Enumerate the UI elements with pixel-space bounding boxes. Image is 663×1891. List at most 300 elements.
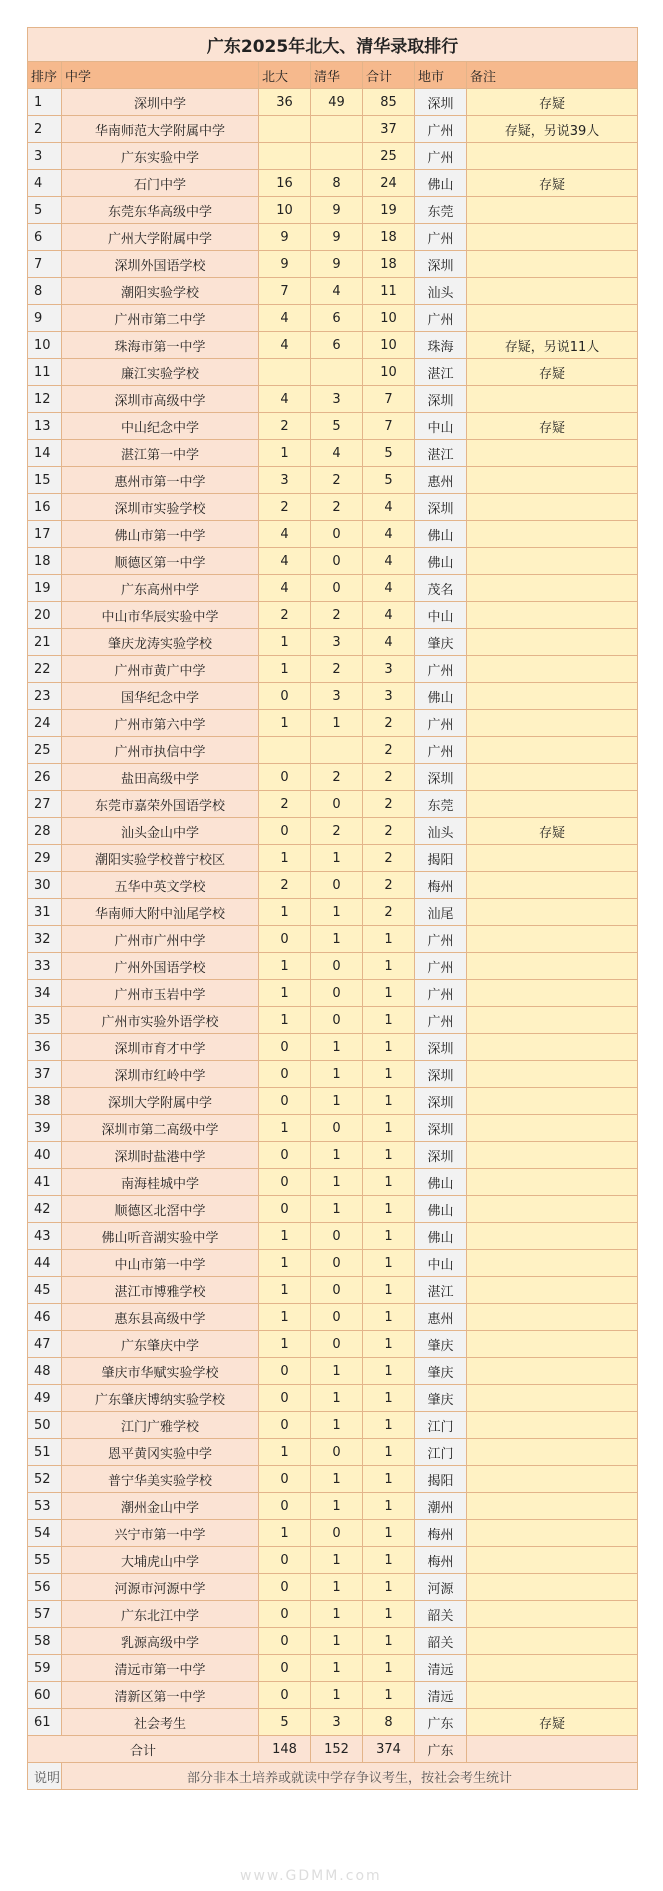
pku-cell: 0 <box>259 1601 311 1628</box>
table-row <box>28 1115 638 1142</box>
header-total: 合计 <box>363 62 415 89</box>
thu-cell: 1 <box>311 1034 363 1061</box>
thu-cell: 3 <box>311 629 363 656</box>
note-cell <box>467 440 638 467</box>
thu-cell: 1 <box>311 926 363 953</box>
total-cell: 8 <box>363 1709 415 1736</box>
thu-cell: 0 <box>311 1007 363 1034</box>
city-cell: 珠海 <box>415 332 467 359</box>
thu-cell: 1 <box>311 1601 363 1628</box>
total-cell: 1 <box>363 1115 415 1142</box>
total-cell: 11 <box>363 278 415 305</box>
note-cell <box>467 1358 638 1385</box>
note-cell <box>467 953 638 980</box>
pku-cell: 1 <box>259 710 311 737</box>
city-cell: 潮州 <box>415 1493 467 1520</box>
table-row <box>28 1196 638 1223</box>
thu-cell: 1 <box>311 1547 363 1574</box>
rank-cell: 33 <box>28 953 62 980</box>
total-cell: 1 <box>363 1412 415 1439</box>
school-cell: 华南师范大学附属中学 <box>62 116 259 143</box>
pku-cell: 1 <box>259 1304 311 1331</box>
table-row <box>28 1601 638 1628</box>
city-cell: 广州 <box>415 224 467 251</box>
school-cell: 兴宁市第一中学 <box>62 1520 259 1547</box>
school-cell: 东莞东华高级中学 <box>62 197 259 224</box>
total-cell: 1 <box>363 1358 415 1385</box>
city-cell: 深圳 <box>415 1142 467 1169</box>
school-cell: 东莞市嘉荣外国语学校 <box>62 791 259 818</box>
note-cell <box>467 683 638 710</box>
table-row <box>28 1466 638 1493</box>
total-cell: 1 <box>363 953 415 980</box>
table-row <box>28 1331 638 1358</box>
note-cell <box>467 1466 638 1493</box>
thu-cell: 2 <box>311 764 363 791</box>
pku-cell: 9 <box>259 251 311 278</box>
note-cell <box>467 1439 638 1466</box>
table-row <box>28 1655 638 1682</box>
school-cell: 广东北江中学 <box>62 1601 259 1628</box>
pku-cell: 0 <box>259 1574 311 1601</box>
school-cell: 广州外国语学校 <box>62 953 259 980</box>
thu-cell: 1 <box>311 1655 363 1682</box>
city-cell: 揭阳 <box>415 845 467 872</box>
rank-cell: 61 <box>28 1709 62 1736</box>
rank-cell: 49 <box>28 1385 62 1412</box>
note-cell <box>467 1169 638 1196</box>
school-cell: 社会考生 <box>62 1709 259 1736</box>
rank-cell: 55 <box>28 1547 62 1574</box>
table-row <box>28 1169 638 1196</box>
note-cell <box>467 1682 638 1709</box>
pku-cell: 0 <box>259 926 311 953</box>
thu-cell: 0 <box>311 872 363 899</box>
rank-cell: 27 <box>28 791 62 818</box>
header-rank: 排序 <box>28 62 62 89</box>
note-cell <box>467 1196 638 1223</box>
header-pku: 北大 <box>259 62 311 89</box>
city-cell: 韶关 <box>415 1628 467 1655</box>
thu-cell: 1 <box>311 1061 363 1088</box>
header-school: 中学 <box>62 62 259 89</box>
thu-cell: 0 <box>311 1331 363 1358</box>
school-cell: 广州市第二中学 <box>62 305 259 332</box>
thu-cell: 0 <box>311 1304 363 1331</box>
totals-label: 合计 <box>28 1736 259 1763</box>
table-row <box>28 521 638 548</box>
thu-cell: 3 <box>311 386 363 413</box>
rank-cell: 13 <box>28 413 62 440</box>
table-row <box>28 764 638 791</box>
note-cell <box>467 1115 638 1142</box>
table-row <box>28 1709 638 1736</box>
city-cell: 肇庆 <box>415 629 467 656</box>
thu-cell: 49 <box>311 89 363 116</box>
thu-cell: 1 <box>311 1574 363 1601</box>
rank-cell: 45 <box>28 1277 62 1304</box>
school-cell: 深圳市第二高级中学 <box>62 1115 259 1142</box>
thu-cell: 1 <box>311 1682 363 1709</box>
school-cell: 广州市实验外语学校 <box>62 1007 259 1034</box>
thu-cell: 9 <box>311 224 363 251</box>
total-cell: 1 <box>363 1331 415 1358</box>
rank-cell: 14 <box>28 440 62 467</box>
note-cell <box>467 602 638 629</box>
pku-cell: 9 <box>259 224 311 251</box>
school-cell: 肇庆龙涛实验学校 <box>62 629 259 656</box>
rank-cell: 2 <box>28 116 62 143</box>
school-cell: 广东高州中学 <box>62 575 259 602</box>
note-cell <box>467 737 638 764</box>
total-cell: 4 <box>363 575 415 602</box>
city-cell: 佛山 <box>415 1196 467 1223</box>
city-cell: 广州 <box>415 143 467 170</box>
note-cell <box>467 1412 638 1439</box>
pku-cell: 1 <box>259 1331 311 1358</box>
rank-cell: 25 <box>28 737 62 764</box>
thu-cell: 1 <box>311 1088 363 1115</box>
total-cell: 2 <box>363 899 415 926</box>
thu-cell: 2 <box>311 602 363 629</box>
city-cell: 梅州 <box>415 872 467 899</box>
city-cell: 深圳 <box>415 1088 467 1115</box>
table-row <box>28 548 638 575</box>
total-cell: 25 <box>363 143 415 170</box>
school-cell: 惠州市第一中学 <box>62 467 259 494</box>
total-cell: 2 <box>363 764 415 791</box>
note-cell <box>467 1007 638 1034</box>
total-cell: 4 <box>363 494 415 521</box>
city-cell: 汕头 <box>415 278 467 305</box>
note-cell <box>467 1304 638 1331</box>
note-cell <box>467 1385 638 1412</box>
note-cell <box>467 1061 638 1088</box>
rank-cell: 35 <box>28 1007 62 1034</box>
total-cell: 1 <box>363 1304 415 1331</box>
pku-cell: 0 <box>259 1034 311 1061</box>
pku-cell: 1 <box>259 1250 311 1277</box>
rank-cell: 24 <box>28 710 62 737</box>
school-cell: 广州市玉岩中学 <box>62 980 259 1007</box>
rank-cell: 58 <box>28 1628 62 1655</box>
note-cell: 存疑 <box>467 1709 638 1736</box>
note-cell <box>467 278 638 305</box>
table-row <box>28 656 638 683</box>
pku-cell <box>259 737 311 764</box>
school-cell: 佛山市第一中学 <box>62 521 259 548</box>
total-cell: 4 <box>363 521 415 548</box>
school-cell: 中山市第一中学 <box>62 1250 259 1277</box>
rank-cell: 34 <box>28 980 62 1007</box>
rank-cell: 1 <box>28 89 62 116</box>
rank-cell: 40 <box>28 1142 62 1169</box>
table-row <box>28 899 638 926</box>
title-row <box>28 28 638 62</box>
table-row <box>28 1088 638 1115</box>
rank-cell: 4 <box>28 170 62 197</box>
pku-cell: 1 <box>259 656 311 683</box>
thu-cell: 1 <box>311 1385 363 1412</box>
note-cell <box>467 1601 638 1628</box>
rank-cell: 21 <box>28 629 62 656</box>
rank-cell: 12 <box>28 386 62 413</box>
school-cell: 深圳市红岭中学 <box>62 1061 259 1088</box>
table-row <box>28 332 638 359</box>
header-note: 备注 <box>467 62 638 89</box>
totals-city: 广东 <box>415 1736 467 1763</box>
school-cell: 佛山听音湖实验中学 <box>62 1223 259 1250</box>
page-title: 广东2025年北大、清华录取排行 <box>28 28 638 62</box>
note-cell <box>467 467 638 494</box>
table-row <box>28 872 638 899</box>
school-cell: 深圳时盐港中学 <box>62 1142 259 1169</box>
rank-cell: 6 <box>28 224 62 251</box>
school-cell: 湛江市博雅学校 <box>62 1277 259 1304</box>
pku-cell: 0 <box>259 1358 311 1385</box>
table-row <box>28 89 638 116</box>
total-cell: 1 <box>363 1169 415 1196</box>
pku-cell: 1 <box>259 1439 311 1466</box>
totals-note <box>467 1736 638 1763</box>
pku-cell: 7 <box>259 278 311 305</box>
total-cell: 1 <box>363 1223 415 1250</box>
city-cell: 梅州 <box>415 1547 467 1574</box>
thu-cell: 3 <box>311 683 363 710</box>
note-cell <box>467 1655 638 1682</box>
school-cell: 深圳外国语学校 <box>62 251 259 278</box>
school-cell: 恩平黄冈实验中学 <box>62 1439 259 1466</box>
total-cell: 7 <box>363 386 415 413</box>
note-cell <box>467 872 638 899</box>
pku-cell: 2 <box>259 494 311 521</box>
school-cell: 广东肇庆博纳实验学校 <box>62 1385 259 1412</box>
thu-cell: 4 <box>311 278 363 305</box>
school-cell: 南海桂城中学 <box>62 1169 259 1196</box>
total-cell: 1 <box>363 980 415 1007</box>
total-cell: 1 <box>363 1601 415 1628</box>
header-row <box>28 62 638 89</box>
thu-cell: 0 <box>311 1115 363 1142</box>
pku-cell: 0 <box>259 1196 311 1223</box>
table-row <box>28 494 638 521</box>
rank-cell: 16 <box>28 494 62 521</box>
city-cell: 佛山 <box>415 1169 467 1196</box>
thu-cell: 1 <box>311 1412 363 1439</box>
thu-cell: 0 <box>311 548 363 575</box>
rank-cell: 60 <box>28 1682 62 1709</box>
city-cell: 广州 <box>415 1007 467 1034</box>
total-cell: 4 <box>363 602 415 629</box>
thu-cell: 0 <box>311 1250 363 1277</box>
rank-cell: 50 <box>28 1412 62 1439</box>
city-cell: 湛江 <box>415 440 467 467</box>
table-row <box>28 440 638 467</box>
total-cell: 2 <box>363 818 415 845</box>
table-row <box>28 926 638 953</box>
total-cell: 4 <box>363 548 415 575</box>
school-cell: 潮州金山中学 <box>62 1493 259 1520</box>
note-cell <box>467 1628 638 1655</box>
table-row <box>28 1304 638 1331</box>
total-cell: 2 <box>363 845 415 872</box>
note-cell <box>467 494 638 521</box>
pku-cell: 2 <box>259 872 311 899</box>
table-row <box>28 980 638 1007</box>
total-cell: 1 <box>363 1547 415 1574</box>
totals-row <box>28 1736 638 1763</box>
pku-cell: 5 <box>259 1709 311 1736</box>
note-cell <box>467 1088 638 1115</box>
city-cell: 东莞 <box>415 197 467 224</box>
thu-cell: 0 <box>311 1277 363 1304</box>
total-cell: 2 <box>363 872 415 899</box>
rank-cell: 3 <box>28 143 62 170</box>
thu-cell: 0 <box>311 980 363 1007</box>
note-cell <box>467 197 638 224</box>
city-cell: 韶关 <box>415 1601 467 1628</box>
pku-cell: 0 <box>259 1088 311 1115</box>
thu-cell: 0 <box>311 1439 363 1466</box>
header-thu: 清华 <box>311 62 363 89</box>
total-cell: 1 <box>363 1385 415 1412</box>
note-cell <box>467 224 638 251</box>
school-cell: 肇庆市华赋实验学校 <box>62 1358 259 1385</box>
pku-cell: 4 <box>259 548 311 575</box>
pku-cell <box>259 359 311 386</box>
note-cell <box>467 710 638 737</box>
school-cell: 惠东县高级中学 <box>62 1304 259 1331</box>
header-city: 地市 <box>415 62 467 89</box>
table-row <box>28 413 638 440</box>
total-cell: 1 <box>363 1250 415 1277</box>
city-cell: 肇庆 <box>415 1358 467 1385</box>
city-cell: 佛山 <box>415 170 467 197</box>
rank-cell: 28 <box>28 818 62 845</box>
ranking-table <box>27 27 638 1790</box>
table-row <box>28 1061 638 1088</box>
total-cell: 1 <box>363 1682 415 1709</box>
thu-cell: 2 <box>311 467 363 494</box>
pku-cell: 36 <box>259 89 311 116</box>
rank-cell: 19 <box>28 575 62 602</box>
total-cell: 1 <box>363 1655 415 1682</box>
pku-cell: 4 <box>259 521 311 548</box>
school-cell: 廉江实验学校 <box>62 359 259 386</box>
pku-cell: 1 <box>259 899 311 926</box>
total-cell: 1 <box>363 1520 415 1547</box>
rank-cell: 15 <box>28 467 62 494</box>
total-cell: 2 <box>363 710 415 737</box>
school-cell: 深圳市育才中学 <box>62 1034 259 1061</box>
school-cell: 深圳市高级中学 <box>62 386 259 413</box>
rank-cell: 10 <box>28 332 62 359</box>
city-cell: 深圳 <box>415 386 467 413</box>
table-row <box>28 1250 638 1277</box>
rank-cell: 7 <box>28 251 62 278</box>
table-row <box>28 1493 638 1520</box>
total-cell: 3 <box>363 656 415 683</box>
total-cell: 1 <box>363 1277 415 1304</box>
school-cell: 五华中英文学校 <box>62 872 259 899</box>
note-cell <box>467 845 638 872</box>
school-cell: 潮阳实验学校 <box>62 278 259 305</box>
note-cell <box>467 980 638 1007</box>
rank-cell: 47 <box>28 1331 62 1358</box>
pku-cell: 10 <box>259 197 311 224</box>
table-row <box>28 305 638 332</box>
note-cell <box>467 143 638 170</box>
school-cell: 广州市黄广中学 <box>62 656 259 683</box>
pku-cell: 0 <box>259 764 311 791</box>
total-cell: 2 <box>363 791 415 818</box>
table-row <box>28 143 638 170</box>
table-row <box>28 278 638 305</box>
total-cell: 10 <box>363 305 415 332</box>
city-cell: 广州 <box>415 953 467 980</box>
city-cell: 深圳 <box>415 764 467 791</box>
note-cell <box>467 1250 638 1277</box>
rank-cell: 23 <box>28 683 62 710</box>
thu-cell: 0 <box>311 953 363 980</box>
table-row <box>28 1007 638 1034</box>
rank-cell: 38 <box>28 1088 62 1115</box>
thu-cell: 6 <box>311 332 363 359</box>
school-cell: 湛江第一中学 <box>62 440 259 467</box>
table-row <box>28 467 638 494</box>
school-cell: 广州大学附属中学 <box>62 224 259 251</box>
thu-cell: 1 <box>311 1628 363 1655</box>
total-cell: 85 <box>363 89 415 116</box>
rank-cell: 59 <box>28 1655 62 1682</box>
total-cell: 1 <box>363 1574 415 1601</box>
note-cell: 存疑 <box>467 89 638 116</box>
note-cell <box>467 1277 638 1304</box>
city-cell: 清远 <box>415 1682 467 1709</box>
city-cell: 清远 <box>415 1655 467 1682</box>
note-cell <box>467 926 638 953</box>
table-row <box>28 1682 638 1709</box>
pku-cell: 0 <box>259 1628 311 1655</box>
table-row <box>28 1223 638 1250</box>
note-cell <box>467 1520 638 1547</box>
thu-cell: 0 <box>311 1520 363 1547</box>
note-cell <box>467 1574 638 1601</box>
city-cell: 佛山 <box>415 1223 467 1250</box>
pku-cell: 0 <box>259 1493 311 1520</box>
total-cell: 1 <box>363 1034 415 1061</box>
city-cell: 肇庆 <box>415 1331 467 1358</box>
table-row <box>28 1142 638 1169</box>
table-row <box>28 791 638 818</box>
rank-cell: 37 <box>28 1061 62 1088</box>
pku-cell: 1 <box>259 1277 311 1304</box>
thu-cell: 2 <box>311 494 363 521</box>
city-cell: 中山 <box>415 1250 467 1277</box>
city-cell: 广州 <box>415 980 467 1007</box>
total-cell: 1 <box>363 1466 415 1493</box>
note-cell <box>467 521 638 548</box>
note-cell <box>467 386 638 413</box>
note-cell <box>467 791 638 818</box>
rank-cell: 5 <box>28 197 62 224</box>
table-row <box>28 359 638 386</box>
table-row <box>28 251 638 278</box>
total-cell: 10 <box>363 359 415 386</box>
city-cell: 惠州 <box>415 467 467 494</box>
table-row <box>28 224 638 251</box>
pku-cell: 1 <box>259 953 311 980</box>
